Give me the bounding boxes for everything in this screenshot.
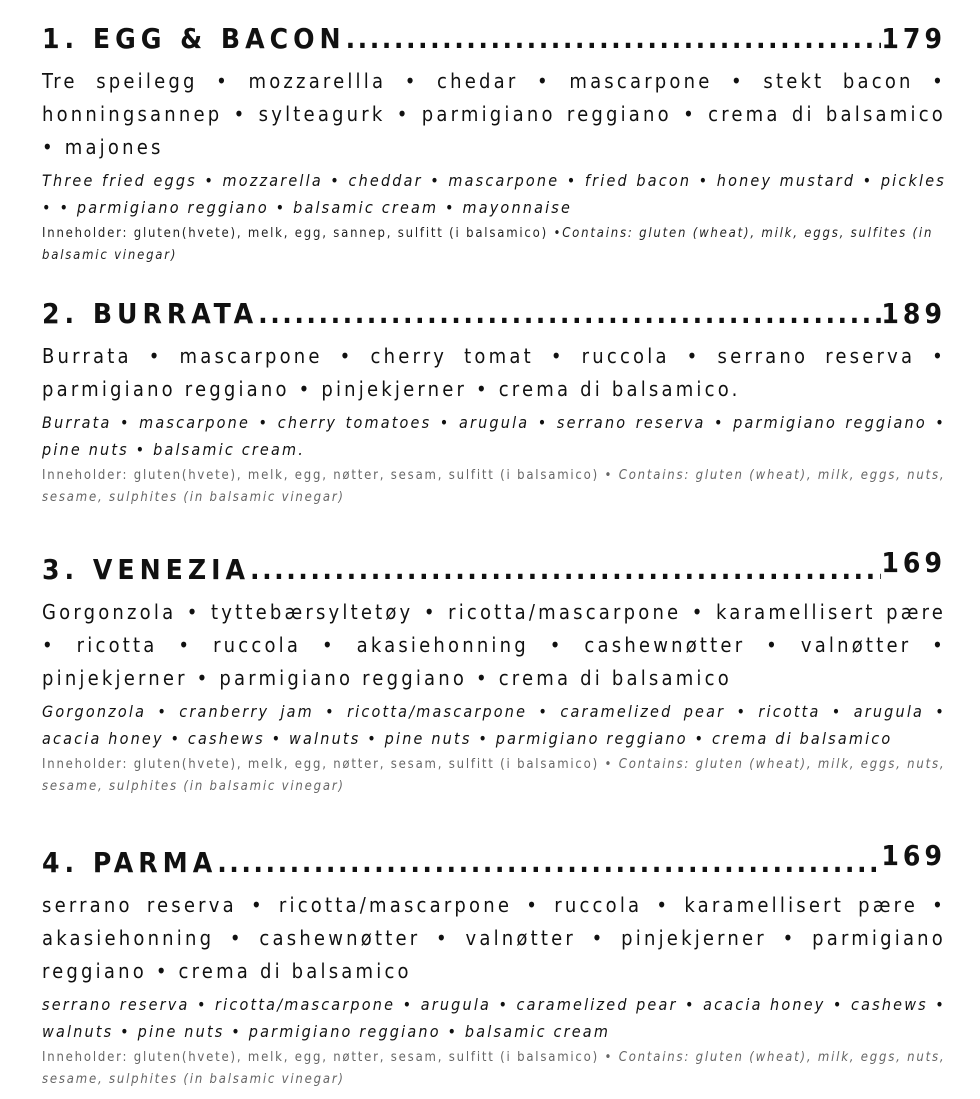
menu-item-parma bbox=[42, 842, 946, 1091]
menu-item-allergens bbox=[42, 754, 946, 798]
menu-item-description-english: serrano reserva • ricotta/mascarpone • arugula • caramelized pear • acacia honey • cashews • walnuts • pine nuts • parmigiano reggiano • balsamic cream bbox=[42, 995, 946, 1041]
allergens-norwegian: Inneholder: gluten(hvete), melk, egg, nøtter, sesam, sulfitt (i balsamico) • bbox=[42, 468, 614, 483]
menu-item-allergens bbox=[42, 223, 946, 267]
dot-leader bbox=[258, 293, 881, 335]
menu-item-burrata bbox=[42, 293, 946, 509]
menu-item-price: 169 bbox=[881, 842, 946, 872]
menu-item-title: 3. VENEZIA bbox=[42, 553, 250, 586]
allergens-english: Contains: gluten (wheat), milk, eggs, nuts, sesame, sulphites (in balsamic vinegar) bbox=[42, 1050, 946, 1087]
menu-item-price: 169 bbox=[881, 549, 946, 579]
allergens-norwegian: Inneholder: gluten(hvete), melk, egg, nøtter, sesam, sulfitt (i balsamico) • bbox=[42, 1050, 614, 1065]
allergens-english: Contains: gluten (wheat), milk, eggs, nuts, sesame, sulphites (in balsamic vinegar) bbox=[42, 468, 946, 505]
menu-item-description-english: Burrata • mascarpone • cherry tomatoes • arugula • serrano reserva • parmigiano reggiano • pine nuts • balsamic cream. bbox=[42, 413, 946, 459]
allergens-norwegian: Inneholder: gluten(hvete), melk, egg, nøtter, sesam, sulfitt (i balsamico) • bbox=[42, 757, 614, 772]
menu-item-title: 4. PARMA bbox=[42, 846, 218, 879]
menu-item-description-norwegian: serrano reserva • ricotta/mascarpone • ruccola • karamellisert pære • akasiehonning • cashewnøtter • valnøtter • pinjekjerner • parmigiano reggiano • crema di balsamico bbox=[42, 893, 946, 983]
menu-item-allergens bbox=[42, 1047, 946, 1091]
menu-item-egg-bacon bbox=[42, 18, 946, 267]
menu-item-allergens bbox=[42, 465, 946, 509]
menu-item-title: 1. EGG & BACON bbox=[42, 22, 346, 55]
allergens-norwegian: Inneholder: gluten(hvete), melk, egg, sannep, sulfitt (i balsamico) • bbox=[42, 226, 563, 241]
menu-item-description-norwegian: Burrata • mascarpone • cherry tomat • ruccola • serrano reserva • parmigiano reggiano • pinjekjerner • crema di balsamico. bbox=[42, 344, 946, 401]
menu-item-description-english: Three fried eggs • mozzarella • cheddar • mascarpone • fried bacon • honey mustard • pickles • • parmigiano reggiano • balsamic cream • mayonnaise bbox=[42, 171, 946, 217]
dot-leader bbox=[217, 842, 881, 884]
menu-item-title: 2. BURRATA bbox=[42, 297, 259, 330]
menu-item-header bbox=[42, 293, 946, 335]
menu-item-description-english: Gorgonzola • cranberry jam • ricotta/mascarpone • caramelized pear • ricotta • arugula • acacia honey • cashews • walnuts • pine nuts • parmigiano reggiano • crema di balsamico bbox=[42, 702, 946, 748]
dot-leader bbox=[346, 18, 882, 60]
menu-item-header bbox=[42, 18, 946, 60]
dot-leader bbox=[250, 549, 881, 591]
menu bbox=[42, 18, 946, 1091]
menu-item-header bbox=[42, 549, 946, 591]
menu-item-description-norwegian: Tre speilegg • mozzarellla • chedar • mascarpone • stekt bacon • honningsannep • sylteagurk • parmigiano reggiano • crema di balsamico • majones bbox=[42, 69, 946, 159]
allergens-english: Contains: gluten (wheat), milk, eggs, nuts, sesame, sulphites (in balsamic vinegar) bbox=[42, 757, 946, 794]
menu-item-description-norwegian: Gorgonzola • tyttebærsyltetøy • ricotta/mascarpone • karamellisert pære • ricotta • ruccola • akasiehonning • cashewnøtter • valnøtter • pinjekjerner • parmigiano reggiano • crema di balsamico bbox=[42, 600, 946, 690]
menu-item-header bbox=[42, 842, 946, 884]
menu-item-price: 189 bbox=[881, 297, 946, 330]
allergens-english: Contains: gluten (wheat), milk, eggs, sulfites (in balsamic vinegar) bbox=[42, 226, 934, 263]
menu-item-price: 179 bbox=[881, 22, 946, 55]
menu-item-venezia bbox=[42, 549, 946, 798]
